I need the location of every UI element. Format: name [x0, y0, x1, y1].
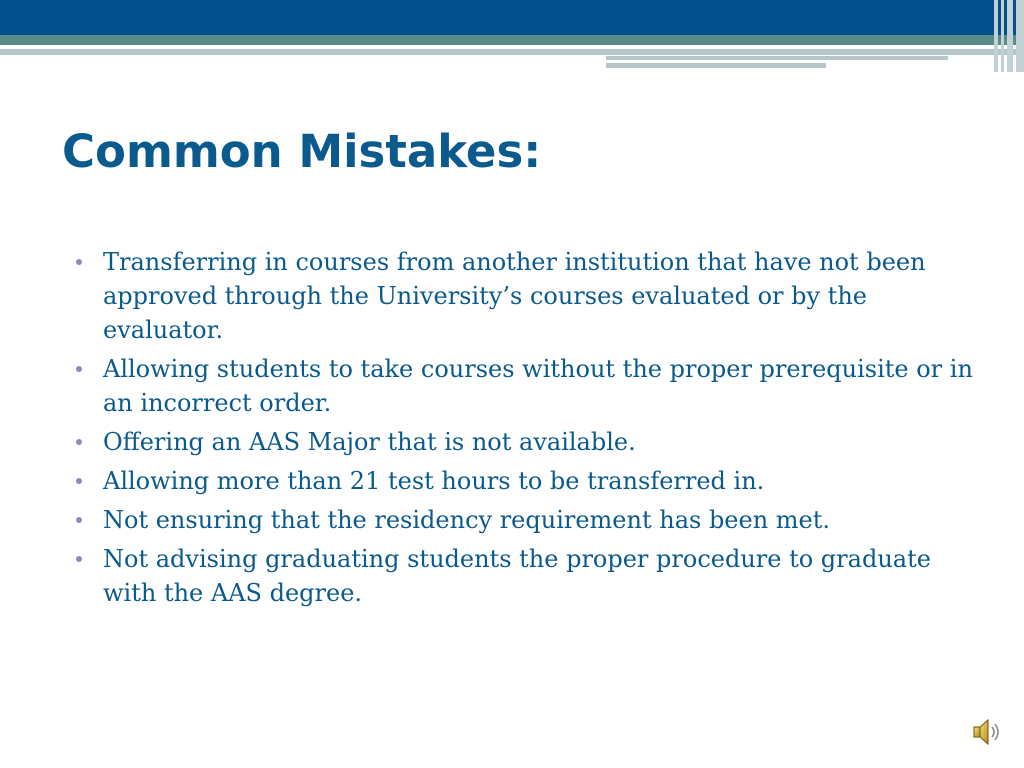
bullet-dot: [76, 366, 82, 372]
list-item: [76, 464, 976, 498]
list-item: [76, 503, 976, 537]
header-vertical-stripes: [988, 0, 1024, 72]
bullet-text: Not advising graduating students the proper procedure to graduate with the AAS degree.: [103, 545, 931, 607]
header-accent-line: [606, 56, 948, 60]
bullet-list: [76, 245, 976, 615]
bullet-text: Transferring in courses from another institution that have not been approved through the University’s courses evaluated or by the evaluator.: [103, 248, 926, 344]
bullet-dot: [76, 259, 82, 265]
list-item: [76, 245, 976, 347]
list-item: [76, 352, 976, 420]
header-accent-line-short: [606, 63, 826, 68]
bullet-dot: [76, 517, 82, 523]
speaker-icon[interactable]: [972, 716, 1002, 748]
bullet-dot: [76, 478, 82, 484]
bullet-text: Allowing more than 21 test hours to be transferred in.: [103, 467, 765, 495]
list-item: [76, 425, 976, 459]
header-band-gray: [0, 49, 1024, 55]
bullet-text: Offering an AAS Major that is not available.: [103, 428, 636, 456]
slide-title: Common Mistakes:: [62, 125, 542, 178]
list-item: [76, 542, 976, 610]
bullet-dot: [76, 439, 82, 445]
bullet-text: Allowing students to take courses without the proper prerequisite or in an incorrect order.: [103, 355, 973, 417]
header-band-blue: [0, 0, 1024, 35]
bullet-text: Not ensuring that the residency requirement has been met.: [103, 506, 831, 534]
bullet-dot: [76, 556, 82, 562]
header-band-green: [0, 35, 1024, 45]
